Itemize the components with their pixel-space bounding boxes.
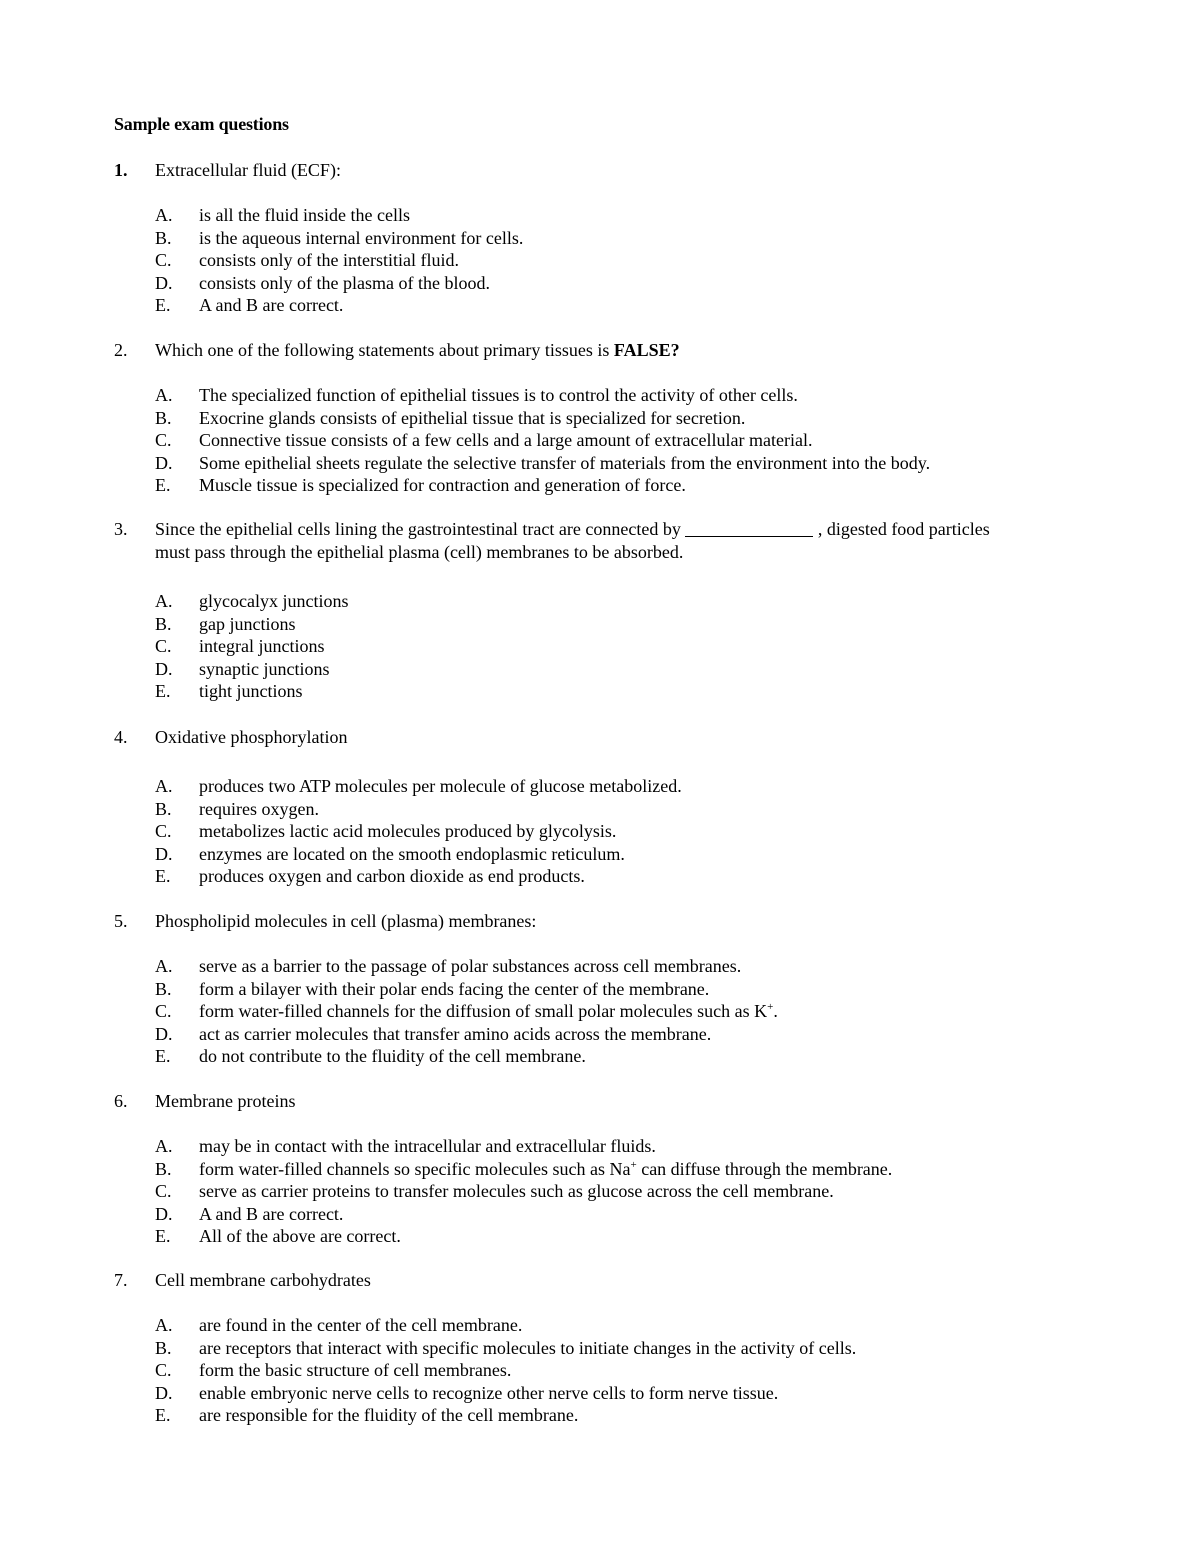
option-list bbox=[114, 384, 1074, 497]
option-text: All of the above are correct. bbox=[199, 1226, 401, 1247]
option-text: produces oxygen and carbon dioxide as end products. bbox=[199, 866, 585, 887]
option-letter: B. bbox=[155, 1337, 172, 1358]
option-c bbox=[155, 635, 1074, 658]
option-letter: D. bbox=[155, 658, 173, 679]
option-text: produces two ATP molecules per molecule of glucose metabolized. bbox=[199, 776, 682, 796]
question-7 bbox=[114, 1269, 1074, 1427]
option-b bbox=[155, 1337, 1074, 1360]
question-text bbox=[155, 518, 1074, 541]
option-d bbox=[155, 843, 1074, 866]
question-text: Membrane proteins bbox=[155, 1091, 296, 1111]
option-list bbox=[114, 1135, 1074, 1248]
option-text: Connective tissue consists of a few cells and a large amount of extracellular material. bbox=[199, 430, 813, 451]
option-letter: D. bbox=[155, 843, 173, 864]
option-letter: B. bbox=[155, 227, 172, 248]
option-letter: A. bbox=[155, 591, 173, 611]
question-number: 4. bbox=[114, 727, 128, 747]
option-text: form water-filled channels so specific molecules such as Na bbox=[199, 1158, 631, 1179]
option-b bbox=[155, 798, 1074, 821]
option-text: requires oxygen. bbox=[199, 798, 319, 819]
option-text: form a bilayer with their polar ends facing the center of the membrane. bbox=[199, 978, 710, 999]
option-text: may be in contact with the intracellular and extracellular fluids. bbox=[199, 1136, 656, 1156]
option-d bbox=[155, 1382, 1074, 1405]
question-text-before-blank: Since the epithelial cells lining the gastrointestinal tract are connected by bbox=[155, 519, 681, 539]
option-text: gap junctions bbox=[199, 613, 296, 634]
option-text: act as carrier molecules that transfer amino acids across the membrane. bbox=[199, 1023, 712, 1044]
option-b bbox=[155, 227, 1074, 250]
question-stem bbox=[114, 1090, 1074, 1113]
option-e bbox=[155, 865, 1074, 888]
option-letter: C. bbox=[155, 430, 172, 451]
question-number: 5. bbox=[114, 911, 128, 931]
option-a bbox=[155, 204, 1074, 227]
option-list bbox=[114, 204, 1074, 317]
question-number: 6. bbox=[114, 1091, 128, 1111]
option-letter: C. bbox=[155, 1360, 172, 1381]
page-title: Sample exam questions bbox=[114, 114, 289, 134]
question-3 bbox=[114, 518, 1074, 703]
option-letter: A. bbox=[155, 1315, 173, 1335]
option-text-end: can diffuse through the membrane. bbox=[636, 1158, 893, 1179]
option-c bbox=[155, 1000, 1074, 1023]
question-stem bbox=[114, 159, 1074, 182]
option-list bbox=[114, 1314, 1074, 1427]
superscript-plus: + bbox=[630, 1158, 637, 1171]
option-letter: B. bbox=[155, 613, 172, 634]
question-stem bbox=[114, 726, 1074, 749]
option-text: consists only of the plasma of the blood. bbox=[199, 272, 490, 293]
question-6 bbox=[114, 1090, 1074, 1248]
option-letter: C. bbox=[155, 1001, 172, 1022]
option-c bbox=[155, 429, 1074, 452]
option-text: are receptors that interact with specific molecules to initiate changes in the activity of cells. bbox=[199, 1337, 857, 1358]
question-text: Phospholipid molecules in cell (plasma) membranes: bbox=[155, 911, 537, 931]
option-letter: B. bbox=[155, 1158, 172, 1179]
option-d bbox=[155, 1023, 1074, 1046]
option-a bbox=[155, 1135, 1074, 1158]
superscript-plus: + bbox=[767, 1001, 774, 1014]
option-text: A and B are correct. bbox=[199, 1203, 344, 1224]
option-b bbox=[155, 407, 1074, 430]
option-list bbox=[114, 590, 1074, 703]
option-letter: D. bbox=[155, 452, 173, 473]
option-d bbox=[155, 1203, 1074, 1226]
option-b bbox=[155, 613, 1074, 636]
option-letter: E. bbox=[155, 681, 171, 702]
option-b bbox=[155, 978, 1074, 1001]
option-e bbox=[155, 294, 1074, 317]
option-e bbox=[155, 474, 1074, 497]
option-text: are responsible for the fluidity of the cell membrane. bbox=[199, 1405, 579, 1426]
question-number: 1. bbox=[114, 160, 128, 180]
option-letter: B. bbox=[155, 407, 172, 428]
option-letter: C. bbox=[155, 1181, 172, 1202]
option-d bbox=[155, 452, 1074, 475]
option-text: A and B are correct. bbox=[199, 295, 344, 316]
option-text: integral junctions bbox=[199, 636, 325, 657]
question-text: Oxidative phosphorylation bbox=[155, 727, 348, 747]
question-number: 3. bbox=[114, 519, 128, 539]
option-text: Some epithelial sheets regulate the selective transfer of materials from the environment into the body. bbox=[199, 452, 931, 473]
question-emphasis: FALSE? bbox=[613, 340, 680, 360]
option-text: is the aqueous internal environment for cells. bbox=[199, 227, 524, 248]
question-stem bbox=[114, 339, 1074, 362]
question-5 bbox=[114, 910, 1074, 1068]
option-letter: E. bbox=[155, 1405, 171, 1426]
option-text: metabolizes lactic acid molecules produced by glycolysis. bbox=[199, 821, 617, 842]
option-c bbox=[155, 820, 1074, 843]
option-text: Exocrine glands consists of epithelial tissue that is specialized for secretion. bbox=[199, 407, 746, 428]
option-text: are found in the center of the cell membrane. bbox=[199, 1315, 523, 1335]
question-number: 2. bbox=[114, 340, 128, 360]
option-letter: D. bbox=[155, 1023, 173, 1044]
question-number: 7. bbox=[114, 1270, 128, 1290]
option-c bbox=[155, 1180, 1074, 1203]
option-text: do not contribute to the fluidity of the cell membrane. bbox=[199, 1046, 586, 1067]
option-letter: E. bbox=[155, 1226, 171, 1247]
option-text: Muscle tissue is specialized for contraction and generation of force. bbox=[199, 475, 686, 496]
question-text bbox=[155, 339, 1074, 362]
option-e bbox=[155, 1045, 1074, 1068]
option-letter: B. bbox=[155, 978, 172, 999]
option-letter: E. bbox=[155, 475, 171, 496]
option-letter: E. bbox=[155, 295, 171, 316]
option-text: synaptic junctions bbox=[199, 658, 330, 679]
option-b bbox=[155, 1158, 1074, 1181]
question-stem bbox=[114, 518, 1074, 564]
option-text-end: . bbox=[773, 1001, 778, 1022]
option-letter: C. bbox=[155, 636, 172, 657]
option-letter: C. bbox=[155, 821, 172, 842]
option-letter: B. bbox=[155, 798, 172, 819]
option-letter: D. bbox=[155, 1382, 173, 1403]
option-a bbox=[155, 775, 1074, 798]
question-text: Cell membrane carbohydrates bbox=[155, 1270, 371, 1290]
option-c bbox=[155, 1359, 1074, 1382]
question-stem bbox=[114, 910, 1074, 933]
option-letter: D. bbox=[155, 1203, 173, 1224]
option-a bbox=[155, 1314, 1074, 1337]
question-text: Extracellular fluid (ECF): bbox=[155, 160, 341, 180]
option-d bbox=[155, 658, 1074, 681]
option-letter: E. bbox=[155, 1046, 171, 1067]
option-text: consists only of the interstitial fluid. bbox=[199, 250, 459, 271]
option-text: serve as a barrier to the passage of polar substances across cell membranes. bbox=[199, 956, 742, 976]
option-a bbox=[155, 590, 1074, 613]
option-letter: D. bbox=[155, 272, 173, 293]
option-a bbox=[155, 955, 1074, 978]
option-e bbox=[155, 1404, 1074, 1427]
question-text-after-blank: , digested food particles bbox=[817, 519, 990, 539]
option-letter: A. bbox=[155, 776, 173, 796]
option-letter: A. bbox=[155, 1136, 173, 1156]
option-letter: A. bbox=[155, 205, 173, 225]
option-letter: C. bbox=[155, 250, 172, 271]
option-text: tight junctions bbox=[199, 681, 303, 702]
option-text: is all the fluid inside the cells bbox=[199, 205, 410, 225]
question-text-main: Which one of the following statements about primary tissues is bbox=[155, 340, 610, 360]
option-d bbox=[155, 272, 1074, 295]
option-letter: A. bbox=[155, 385, 173, 405]
option-c bbox=[155, 249, 1074, 272]
option-letter: E. bbox=[155, 866, 171, 887]
option-text: form water-filled channels for the diffusion of small polar molecules such as K bbox=[199, 1001, 768, 1022]
question-1 bbox=[114, 159, 1074, 317]
answer-blank bbox=[685, 522, 813, 537]
option-e bbox=[155, 680, 1074, 703]
option-e bbox=[155, 1225, 1074, 1248]
option-text: serve as carrier proteins to transfer molecules such as glucose across the cell membrane. bbox=[199, 1181, 834, 1202]
option-letter: A. bbox=[155, 956, 173, 976]
option-a bbox=[155, 384, 1074, 407]
question-stem bbox=[114, 1269, 1074, 1292]
question-2 bbox=[114, 339, 1074, 497]
option-text: glycocalyx junctions bbox=[199, 591, 349, 611]
option-text: form the basic structure of cell membranes. bbox=[199, 1360, 512, 1381]
option-text: enable embryonic nerve cells to recognize other nerve cells to form nerve tissue. bbox=[199, 1382, 779, 1403]
option-text: The specialized function of epithelial tissues is to control the activity of other cells. bbox=[199, 385, 798, 405]
option-list bbox=[114, 955, 1074, 1068]
question-text-line-2: must pass through the epithelial plasma (cell) membranes to be absorbed. bbox=[155, 542, 684, 562]
option-text: enzymes are located on the smooth endoplasmic reticulum. bbox=[199, 843, 625, 864]
option-list bbox=[114, 775, 1074, 888]
question-4 bbox=[114, 726, 1074, 888]
